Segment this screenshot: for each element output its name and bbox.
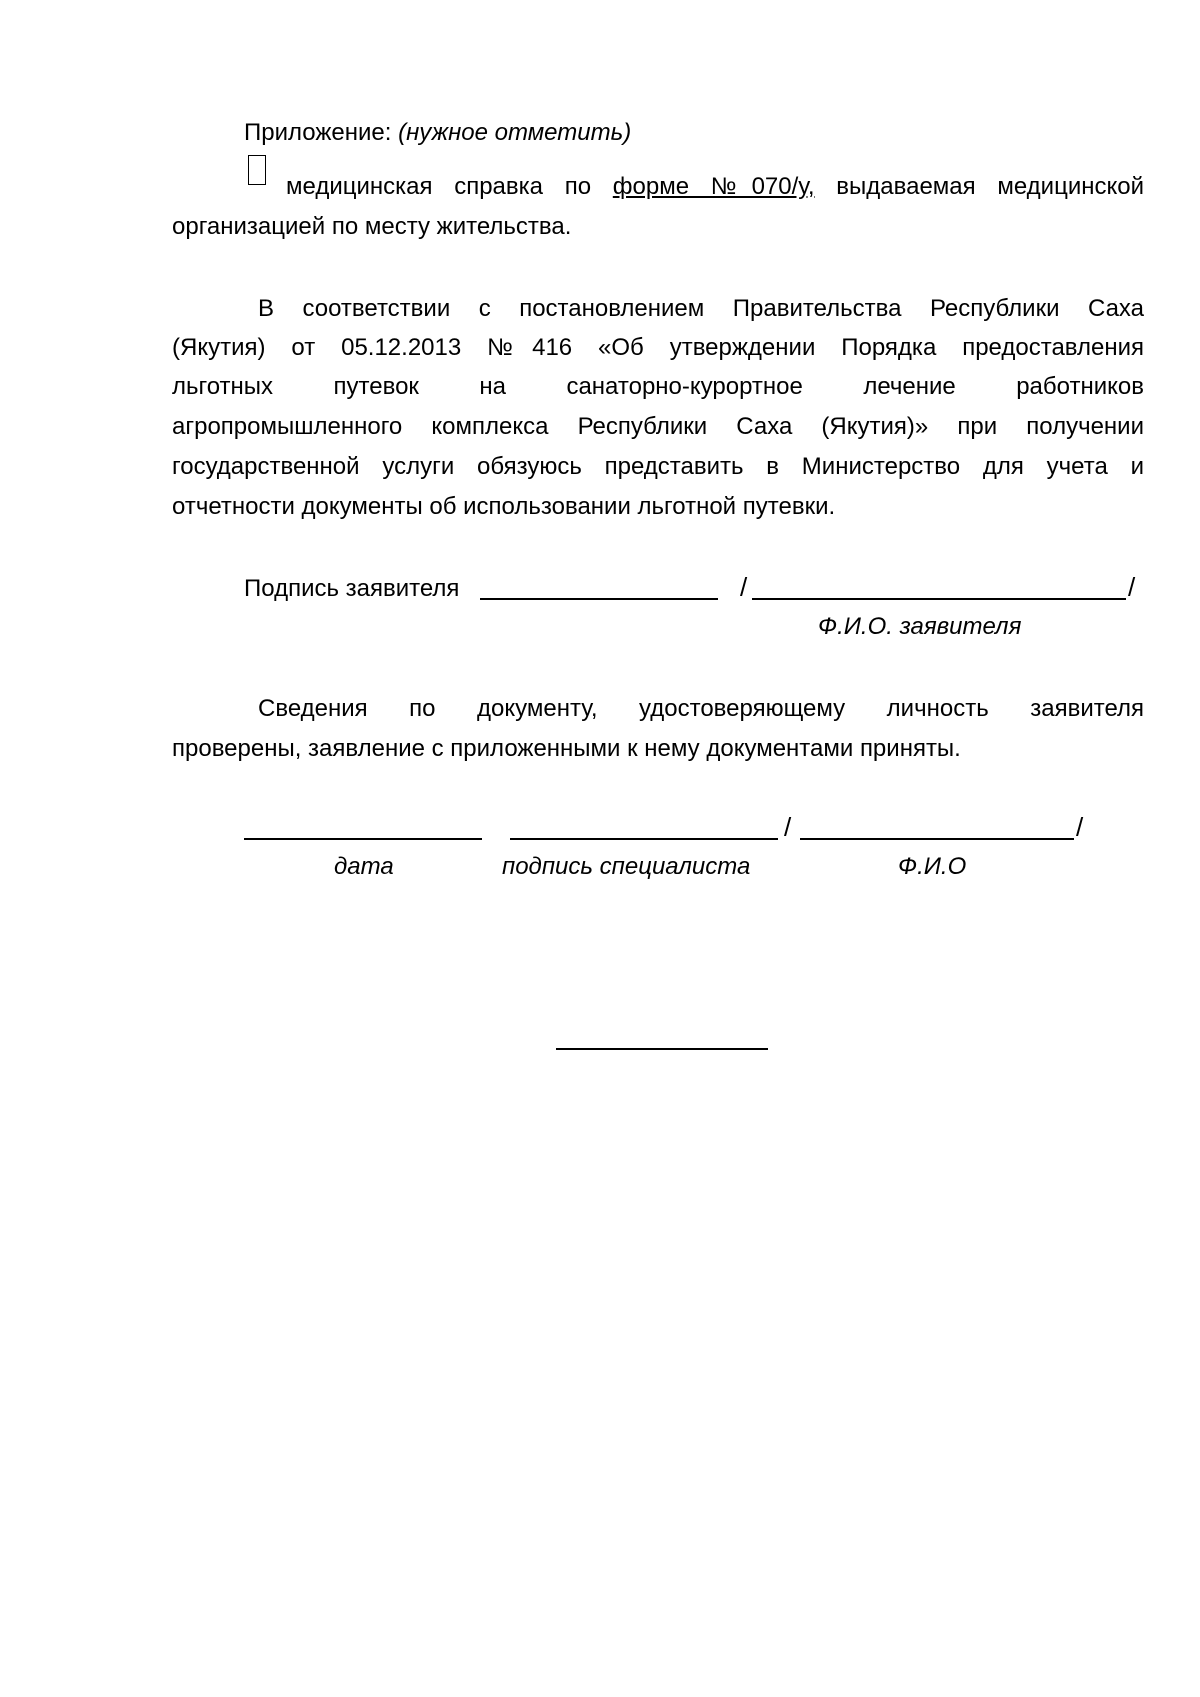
date-field[interactable] bbox=[244, 838, 482, 840]
verification-line-1: Сведения по документу, удостоверяющему личность заявителя bbox=[258, 695, 1144, 722]
medical-certificate-checkbox[interactable] bbox=[248, 155, 266, 185]
applicant-name-caption: Ф.И.О. заявителя bbox=[818, 613, 1022, 640]
specialist-name-caption: Ф.И.О bbox=[898, 853, 967, 880]
obligation-line-4: агропромышленного комплекса Республики Саха (Якутия)» при получении bbox=[172, 413, 1144, 440]
obligation-line-5: государственной услуги обязуюсь представить в Министерство для учета и bbox=[172, 453, 1144, 480]
obligation-line-1: В соответствии с постановлением Правительства Республики Саха bbox=[258, 295, 1144, 322]
obligation-line-6: отчетности документы об использовании льготной путевки. bbox=[172, 493, 836, 520]
attachment-item-text-start: медицинская справка по bbox=[286, 173, 592, 200]
slash-divider: / bbox=[1128, 572, 1136, 602]
attachment-label: Приложение: bbox=[244, 119, 392, 146]
slash-divider: / bbox=[740, 572, 748, 602]
attachment-item-text-end: выдаваемая медицинской bbox=[836, 173, 1145, 200]
attachment-item-form: форме №070/у, bbox=[612, 173, 815, 200]
date-caption: дата bbox=[334, 853, 394, 880]
slash-divider: / bbox=[784, 812, 792, 842]
verification-line-2: проверены, заявление с приложенными к нему документами приняты. bbox=[172, 735, 961, 762]
applicant-signature-label: Подпись заявителя bbox=[244, 575, 460, 602]
specialist-name-field[interactable] bbox=[800, 838, 1074, 840]
bottom-separator bbox=[556, 1048, 768, 1050]
slash-divider: / bbox=[1076, 812, 1084, 842]
specialist-signature-field[interactable] bbox=[510, 838, 778, 840]
obligation-line-3: льготных путевок на санаторно-курортное лечение работников bbox=[172, 373, 1144, 400]
attachment-item-line2: организацией по месту жительства. bbox=[172, 213, 572, 240]
applicant-signature-field[interactable] bbox=[480, 598, 718, 600]
attachment-heading bbox=[244, 118, 631, 148]
attachment-hint: (нужное отметить) bbox=[398, 119, 632, 146]
attachment-item-line1 bbox=[286, 172, 1144, 202]
obligation-line-2: (Якутия) от 05.12.2013 №416 «Об утверждении Порядка предоставления bbox=[172, 334, 1144, 361]
specialist-signature-caption: подпись специалиста bbox=[502, 853, 751, 880]
applicant-name-field[interactable] bbox=[752, 598, 1126, 600]
